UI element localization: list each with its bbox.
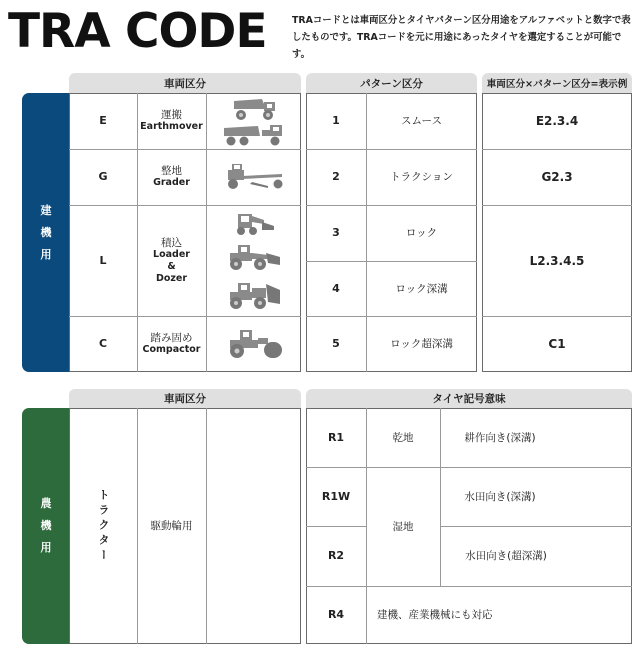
construction-example-header: 車両区分×パターン区分=表示例: [482, 73, 632, 93]
vehicle-name-g: 整地 Grader: [153, 165, 190, 188]
example-code: G2.3: [541, 170, 573, 184]
construction-vehicle-header: 車両区分: [69, 73, 301, 93]
construction-side-label: 建 機 用: [22, 93, 70, 372]
pattern-num: 4: [332, 281, 340, 295]
agriculture-side-label: 農 機 用: [22, 408, 70, 644]
symbol-meaning: 水田向き(超深溝): [465, 550, 547, 562]
pattern-num: 3: [332, 226, 340, 239]
symbol-code: R1: [327, 430, 345, 444]
example-code: E2.3.4: [535, 114, 579, 128]
symbol-code: R4: [327, 608, 345, 621]
construction-pattern-header: パターン区分: [306, 73, 477, 93]
vehicle-code-e: E: [99, 114, 107, 127]
pattern-num: 1: [332, 114, 340, 127]
symbol-meaning: 建機、産業機械にも対応: [377, 609, 493, 621]
symbol-category: 湿地: [392, 520, 414, 533]
grader-icon: [224, 162, 286, 190]
vehicle-code-l: L: [99, 253, 107, 267]
example-code: L2.3.4.5: [529, 253, 585, 268]
page-title: TRA CODE: [8, 4, 267, 59]
vehicle-name-l: 積込 Loader & Dozer: [153, 236, 190, 284]
symbol-code: R1W: [321, 489, 351, 503]
pattern-name: トラクション: [390, 171, 453, 183]
skid-steer-icon: [232, 210, 276, 236]
symbol-meaning: 耕作向き(深溝): [464, 431, 536, 444]
vehicle-code-g: G: [98, 170, 108, 183]
agriculture-vehicle-header: 車両区分: [69, 389, 301, 408]
vehicle-name-c: 踏み固め Compactor: [142, 332, 201, 355]
pattern-num: 2: [332, 170, 340, 183]
pattern-name: ロック: [405, 227, 438, 239]
drive-wheel-label: 駆動輪用: [150, 520, 193, 532]
agriculture-symbol-header: タイヤ記号意味: [306, 389, 632, 408]
dump-truck-icon: [232, 97, 278, 121]
wheel-dozer-icon: [226, 280, 282, 310]
vehicle-code-c: C: [98, 337, 108, 350]
compactor-icon: [226, 328, 284, 360]
pattern-name: ロック深溝: [395, 282, 448, 295]
pattern-name: スムース: [401, 115, 442, 127]
symbol-code: R2: [327, 549, 345, 562]
pattern-num: 5: [332, 337, 340, 350]
symbol-meaning: 水田向き(深溝): [464, 490, 536, 503]
articulated-hauler-icon: [222, 122, 286, 146]
example-code: C1: [548, 337, 566, 351]
vehicle-name-e: 運搬 Earthmover: [140, 109, 203, 132]
page-description: TRAコードとは車両区分とタイヤパターン区分用途をアルファベットと数字で表したものです。TRAコードを元に用途にあったタイヤを選定することが可能です。: [292, 15, 631, 60]
symbol-category: 乾地: [392, 431, 414, 444]
pattern-name: ロック超深溝: [390, 338, 453, 350]
wheel-loader-icon: [226, 243, 282, 271]
vehicle-type-tractor: トラクター: [97, 488, 110, 564]
